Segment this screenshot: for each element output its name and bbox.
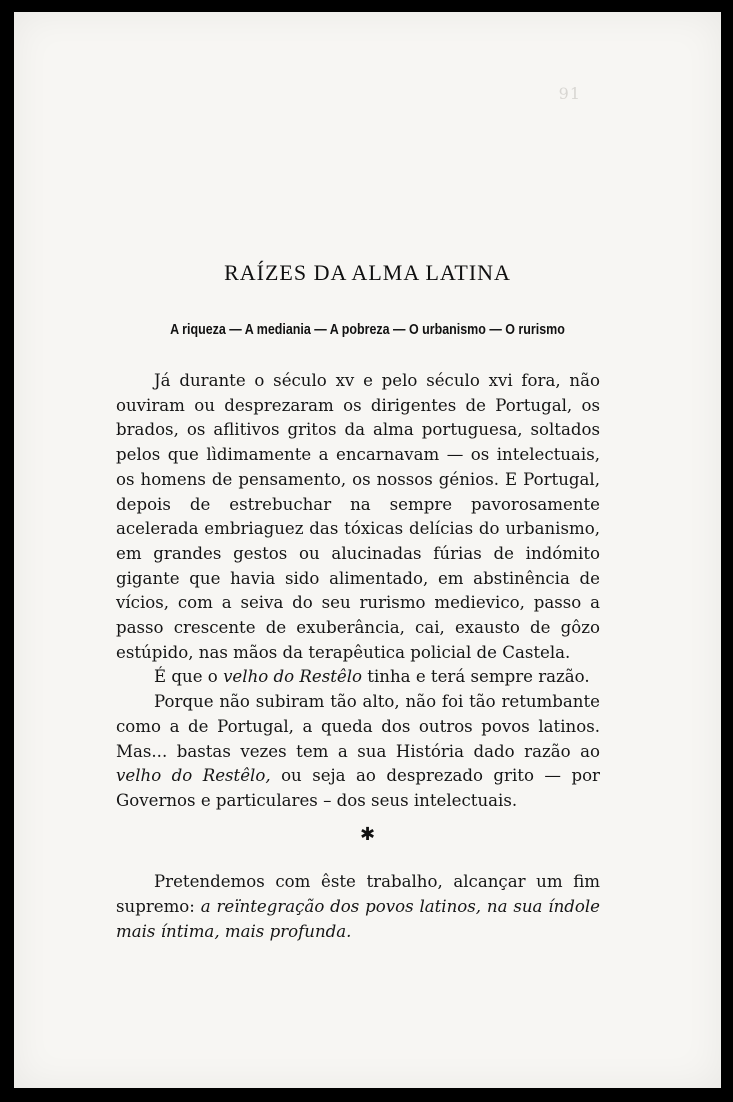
chapter-title: RAÍZES DA ALMA LATINA — [224, 260, 511, 285]
chapter-subtitle: A riqueza — A mediania — A pobreza — O urbanismo — O rurismo — [170, 322, 565, 338]
page-number: 91 — [558, 84, 581, 103]
italic-phrase: velho do Restêlo — [223, 667, 363, 687]
paragraph-3: Porque não subiram tão alto, não foi tão retumbante como a de Portugal, a queda dos outros povos latinos. Mas... bastas vezes tem a sua História dado razão ao velho do Restêlo, ou seja ao desprezado grito — por Governos e particulares – dos seus intelectuais. — [116, 692, 600, 810]
paragraph-2: É que o velho do Restêlo tinha e terá sempre razão. — [154, 667, 590, 687]
asterisk-ornament-icon: ✱ — [359, 824, 376, 845]
book-page — [14, 12, 721, 1088]
italic-phrase: velho do Restêlo, — [116, 766, 271, 786]
body-text — [116, 369, 600, 814]
closing-text — [116, 869, 600, 944]
closing-paragraph: Pretendemos com êste trabalho, alcançar um fim supremo: a reïntegração dos povos latinos, na sua índole mais íntima, mais profunda. — [116, 872, 600, 941]
italic-phrase: a reïntegração dos povos latinos, na sua índole mais íntima, mais profunda. — [116, 897, 600, 941]
paragraph-1: Já durante o século xv e pelo século xvi fora, não ouviram ou desprezaram os dirigentes de Portugal, os brados, os aflitivos gritos da alma portuguesa, soltados pelos que lìdimamente a encarnavam — os intelectuais, os homens de pensamento, os nossos génios. E Portugal, depois de estrebuchar na sempre pavorosamente acelerada embriaguez das tóxicas delícias do urbanismo, em grandes gestos ou alucinadas fúrias de indómito gigante que havia sido alimentado, em abstinência de vícios, com a seiva do seu rurismo medievico, passo a passo crescente de exuberância, cai, exausto de gôzo estúpido, nas mãos da terapêutica policial de Castela. — [116, 371, 600, 662]
